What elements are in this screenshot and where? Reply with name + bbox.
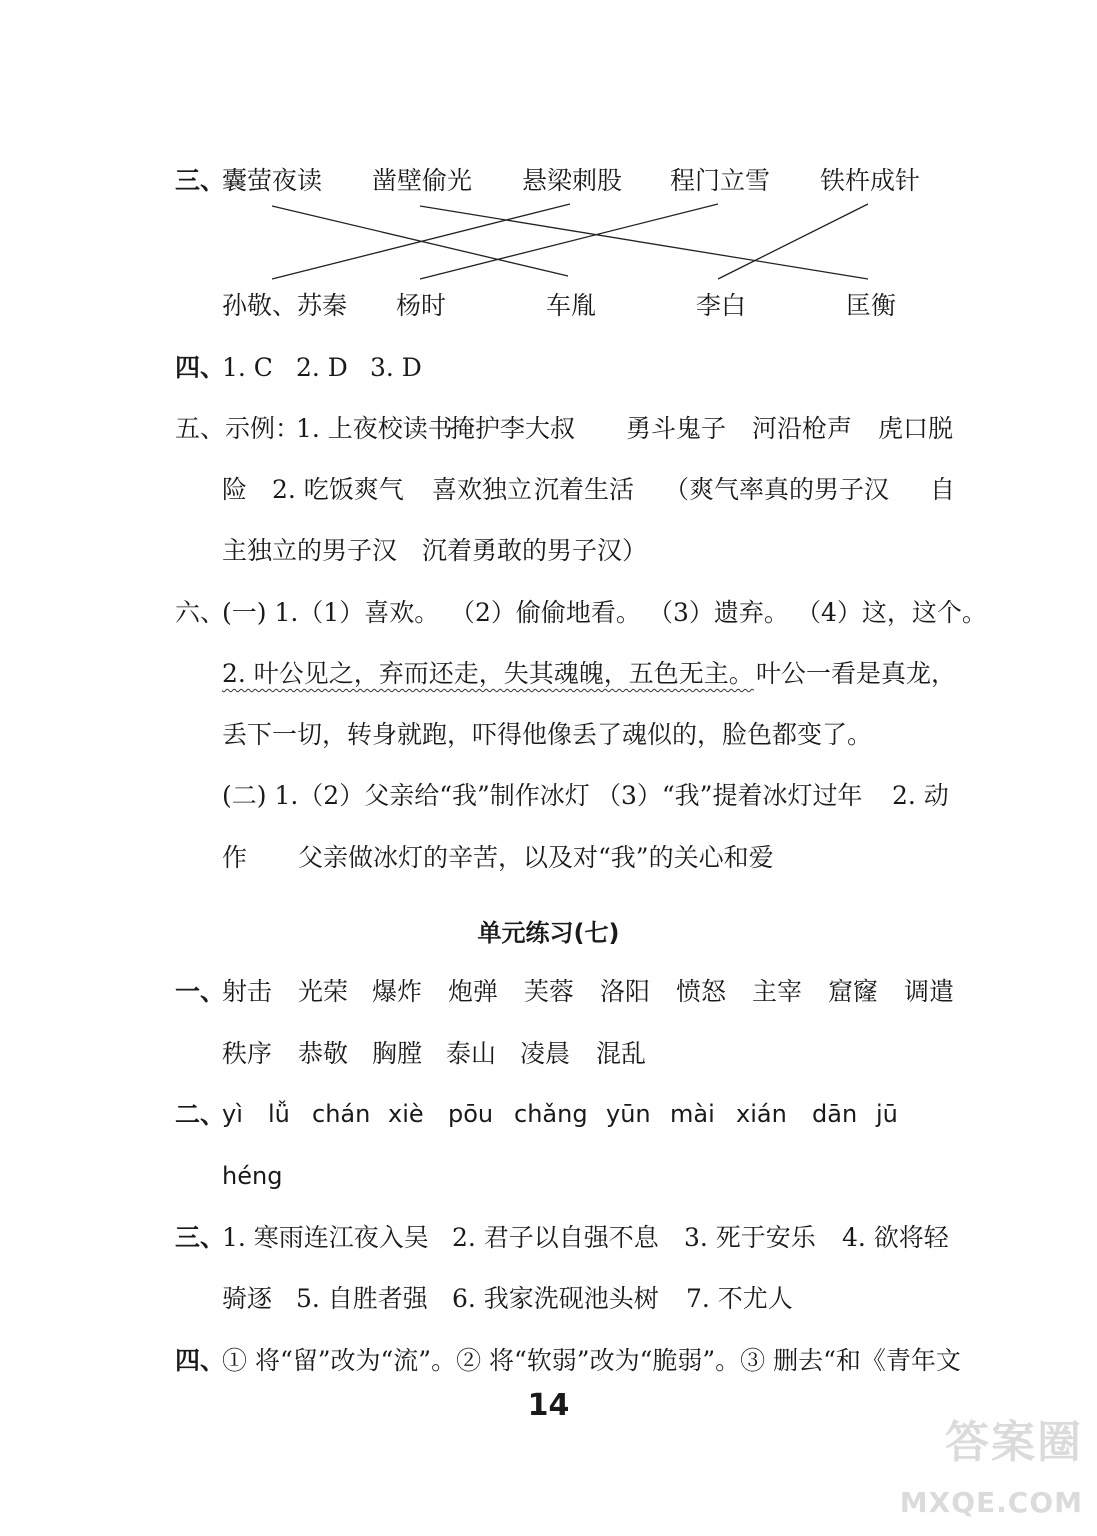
match-line-3 [272,204,570,279]
answer-text: ① 将“留”改为“流”。② 将“软弱”改为“脆弱”。③ 删去“和《青年文 [222,1346,961,1375]
answer-item: 2. 君子以自强不息 [452,1223,659,1252]
pinyin-item: yūn [606,1100,651,1128]
watermark-url: MXQE.COM [899,1486,1083,1519]
watermark-logo [883,1396,1083,1526]
classical-quote: 2. 叶公见之，弃而还走，失其魂魄，五色无主。 [222,659,754,688]
answer-item: 3. D [370,353,422,382]
idiom-2: 凿壁偷光 [372,166,473,195]
vocab-word: 调遣 [904,977,955,1006]
vocab-word: 混乱 [596,1039,647,1068]
match-line-2 [420,206,868,279]
pinyin-item: chán [312,1100,371,1128]
answer-item: （4）这，这个。 [796,598,987,627]
answer-item: 险 [222,475,248,504]
answer-item: 虎口脱 [878,414,954,443]
answer-item: (二) 1.（2）父亲给“我”制作冰灯 [222,781,590,810]
vocab-word: 爆炸 [372,977,423,1006]
unit-heading: 单元练习(七) [477,919,620,947]
vocab-word: 窟窿 [828,977,879,1006]
vocab-word: 恭敬 [298,1039,349,1068]
answer-text: 主独立的男子汉 沉着勇敢的男子汉） [222,536,648,565]
vocab-word: 光荣 [298,977,349,1006]
answer-item: 1. 寒雨连江夜入吴 [222,1223,429,1252]
pinyin-item: mài [670,1100,715,1128]
vocab-word: 秩序 [222,1039,273,1068]
vocab-word: 射击 [222,977,273,1006]
answer-item: 沉着生活 [534,475,635,504]
section-label: 六、 [175,598,226,627]
answer-item: （2）偷偷地看。 [450,598,641,627]
idiom-4: 程门立雪 [670,166,771,195]
pinyin-item: yì [222,1100,243,1128]
section-label: 三、 [175,1223,226,1252]
pinyin-item: xián [736,1100,787,1128]
vocab-word: 芙蓉 [524,977,575,1006]
answer-item: （3）遗弃。 [648,598,789,627]
answer-item: 6. 我家洗砚池头树 [452,1284,659,1313]
answer-item: 骑逐 [222,1284,273,1313]
answer-item: 喜欢独立 [432,475,533,504]
person-3: 车胤 [546,291,597,320]
section-label: 三、 [175,166,226,195]
answer-item: （3）“我”提着冰灯过年 [596,781,863,810]
answer-item: 5. 自胜者强 [296,1284,428,1313]
section-label: 五、示例： [175,414,301,443]
pinyin-item: héng [222,1162,283,1190]
person-1: 孙敬、苏秦 [222,291,348,320]
person-2: 杨时 [396,291,447,320]
answer-item: 掩护李大叔 [450,414,576,443]
pinyin-item: lǚ [268,1100,290,1128]
idiom-5: 铁杵成针 [820,166,921,195]
answer-item: 勇斗鬼子 [626,414,727,443]
answer-item: 1. 上夜校读书 [296,414,453,443]
pinyin-item: jū [876,1100,898,1128]
person-5: 匡衡 [846,291,897,320]
answer-item: 自 [930,475,956,504]
answer-item: (一) 1.（1）喜欢。 [222,598,440,627]
answer-item: （爽气率真的男子汉 [664,475,890,504]
pinyin-item: dān [812,1100,858,1128]
section-label: 四、 [175,353,226,382]
answer-item: 3. 死于安乐 [684,1223,816,1252]
vocab-word: 胸膛 [372,1039,423,1068]
answer-text: 叶公一看是真龙， [756,659,957,688]
vocab-word: 凌晨 [520,1039,571,1068]
answer-item: 2. 动 [892,781,949,810]
pinyin-item: chǎng [514,1100,588,1128]
answer-item: 2. 吃饭爽气 [272,475,404,504]
answer-text: 丢下一切，转身就跑，吓得他像丢了魂似的，脸色都变了。 [222,720,873,749]
watermark-title: 答案圈 [945,1417,1083,1468]
match-line-1 [272,206,568,276]
answer-item: 4. 欲将轻 [842,1223,949,1252]
answer-item: 7. 不尤人 [686,1284,793,1313]
section-label: 一、 [175,977,226,1006]
vocab-word: 炮弹 [448,977,499,1006]
match-line-5 [718,204,868,279]
vocab-word: 主宰 [752,977,803,1006]
vocab-word: 愤怒 [676,977,727,1006]
vocab-word: 洛阳 [600,977,651,1006]
section-label: 四、 [175,1346,226,1375]
page-number: 14 [527,1388,570,1423]
section-label: 二、 [175,1100,226,1129]
answer-item: 2. D [296,353,348,382]
pinyin-item: pōu [448,1100,494,1128]
answer-item: 1. C [222,353,273,382]
answer-item: 河沿枪声 [752,414,853,443]
vocab-word: 泰山 [446,1039,497,1068]
pinyin-item: xiè [388,1100,424,1128]
idiom-3: 悬梁刺股 [522,166,623,195]
answer-item: 作 [222,843,248,872]
person-4: 李白 [696,291,747,320]
answer-text: 父亲做冰灯的辛苦，以及对“我”的关心和爱 [298,843,774,872]
idiom-1: 囊萤夜读 [222,166,323,195]
match-line-4 [420,204,718,279]
